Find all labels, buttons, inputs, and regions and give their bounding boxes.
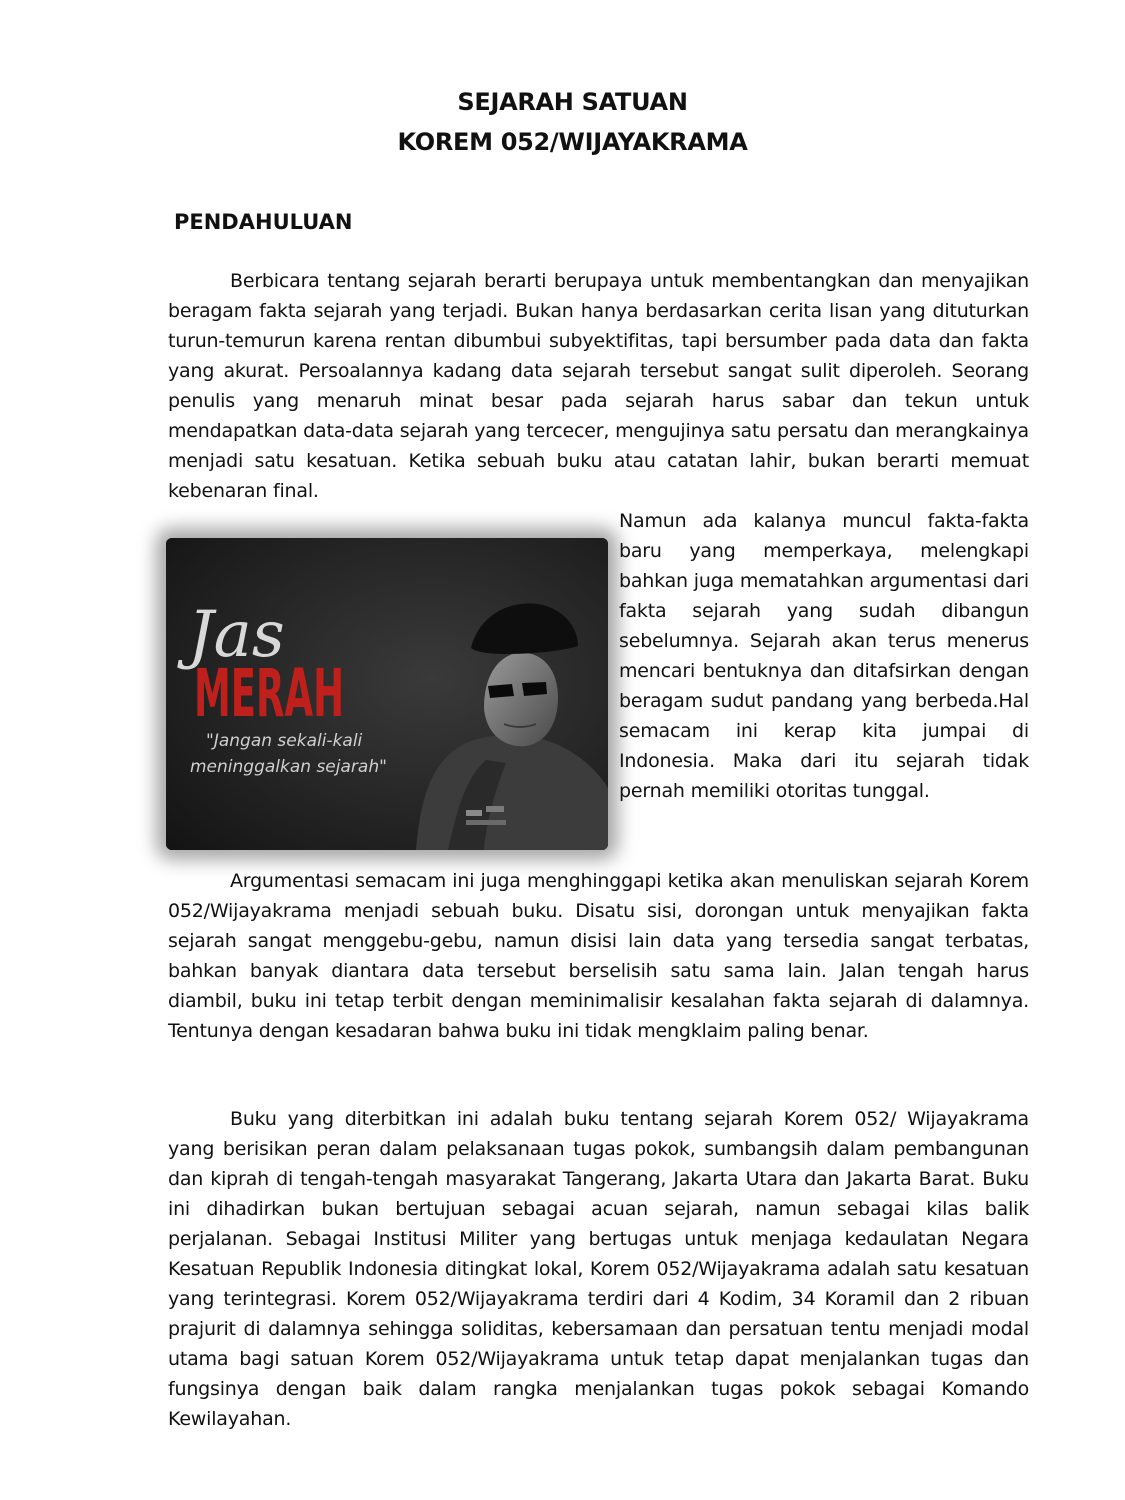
paragraph-2: Argumentasi semacam ini juga menghinggapi ketika akan menuliskan sejarah Korem 052/Wijayakrama menjadi sebuah buku. Disatu sisi, dorongan untuk menyajikan fakta sejarah sangat menggebu-gebu, namun disisi lain data yang tersedia sangat terbatas, bahkan banyak diantara data tersebut berselisih satu sama lain. Jalan tengah harus diambil, buku ini tetap terbit dengan meminimalisir kesalahan fakta sejarah di dalamnya. Tentunya dengan kesadaran bahwa buku ini tidak mengklaim paling benar. [168, 870, 1029, 1042]
section-heading: PENDAHULUAN [174, 210, 353, 234]
paragraph-1-top: Berbicara tentang sejarah berarti berupaya untuk membentangkan dan menyajikan beragam fakta sejarah yang terjadi. Bukan hanya berdasarkan cerita lisan yang dituturkan turun-temurun karena rentan dibumbui subyektifitas, tapi bersumber pada data dan fakta yang akurat. Persoalannya kadang data sejarah tersebut sangat sulit diperoleh. Seorang penulis yang menaruh minat besar pada sejarah harus sabar dan tekun untuk mendapatkan data-data sejarah yang tercecer, mengujinya satu persatu dan merangkainya menjadi satu kesatuan. Ketika sebuah buku atau catatan lahir, bukan berarti memuat kebenaran final. [168, 270, 1029, 502]
image-big-word: MERAH [194, 655, 344, 732]
paragraph-3: Buku yang diterbitkan ini adalah buku tentang sejarah Korem 052/ Wijayakrama yang berisikan peran dalam pelaksanaan tugas pokok, sumbangsih dalam pembangunan dan kiprah di tengah-tengah masyarakat Tangerang, Jakarta Utara dan Jakarta Barat. Buku ini dihadirkan bukan bertujuan sebagai acuan sejarah, namun sebagai kilas balik perjalanan. Sebagai Institusi Militer yang bertugas untuk menjaga kedaulatan Negara Kesatuan Republik Indonesia ditingkat lokal, Korem 052/Wijayakrama adalah satu kesatuan yang terintegrasi. Korem 052/Wijayakrama terdiri dari 4 Kodim, 34 Koramil dan 2 ribuan prajurit di dalamnya sehingga soliditas, kebersamaan dan persatuan tentu menjadi modal utama bagi satuan Korem 052/Wijayakrama untuk tetap dapat menjalankan tugas dan fungsinya dengan baik dalam rangka menjalankan tugas pokok sebagai Komando Kewilayahan. [168, 1108, 1029, 1430]
image-quote-line1: "Jangan sekali-kali [206, 731, 363, 751]
jas-merah-image [166, 538, 608, 850]
document-title-line2: KOREM 052/WIJAYAKRAMA [397, 128, 748, 156]
document-title-line1: SEJARAH SATUAN [457, 88, 688, 116]
image-quote-line2: meninggalkan sejarah" [190, 757, 387, 777]
paragraph-1-side: Namun ada kalanya muncul fakta-fakta baru yang memperkaya, melengkapi bahkan juga mematahkan argumentasi dari fakta sejarah yang sudah dibangun sebelumnya. Sejarah akan terus menerus mencari bentuknya dan ditafsirkan dengan beragam sudut pandang yang berbeda.Hal semacam ini kerap kita jumpai di Indonesia. Maka dari itu sejarah tidak pernah memiliki otoritas tunggal. [619, 510, 1029, 802]
image-script-word: Jas [188, 598, 285, 672]
